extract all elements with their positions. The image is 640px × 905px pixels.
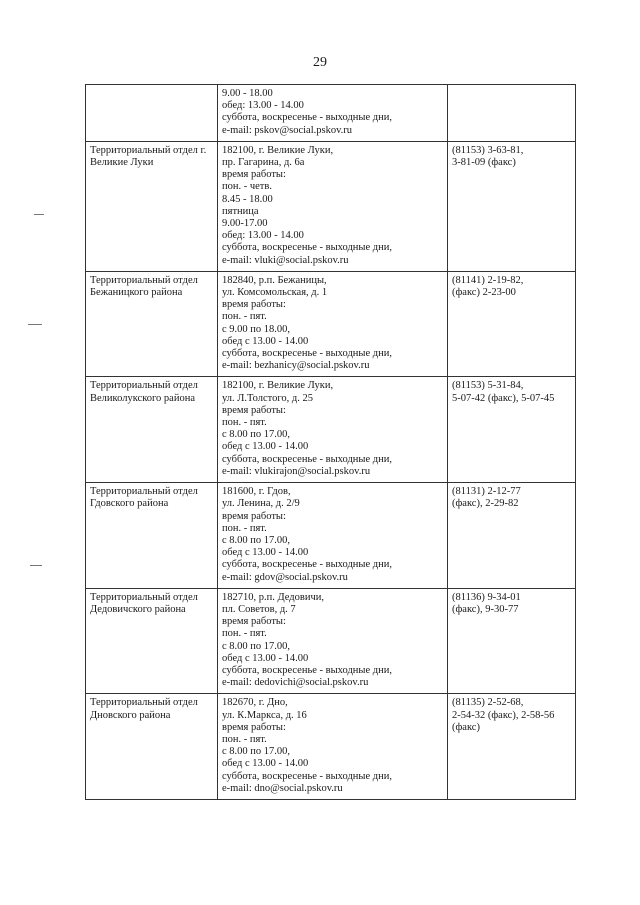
address-line: 9.00-17.00 [222, 218, 268, 230]
phone-line: (81153) 5-31-84, [452, 380, 524, 392]
address-line: e-mail: vluki@social.pskov.ru [222, 254, 349, 266]
address-line: пр. Гагарина, д. 6а [222, 157, 305, 169]
address-line: с 8.00 по 17.00, [222, 640, 291, 652]
department-name-cell [86, 271, 218, 377]
address-line: 181600, г. Гдов, [222, 486, 291, 498]
phone-cell [448, 588, 576, 694]
address-line: пятница [222, 205, 259, 217]
address-line: e-mail: dno@social.pskov.ru [222, 782, 343, 794]
address-line: ул. К.Маркса, д. 16 [222, 709, 307, 721]
department-name-cell [86, 377, 218, 483]
page-number: 29 [313, 55, 327, 70]
phone-line: (81141) 2-19-82, [452, 274, 524, 286]
address-line: ул. Комсомольская, д. 1 [222, 287, 328, 299]
address-line: пон. - пят. [222, 733, 267, 745]
address-line: обед: 13.00 - 14.00 [222, 100, 304, 112]
table-row [86, 271, 576, 377]
name-line: Территориальный отдел [90, 380, 198, 392]
address-line: пл. Советов, д. 7 [222, 603, 296, 615]
address-line: 182710, р.п. Дедовичи, [222, 591, 325, 603]
phone-line: (81153) 3-63-81, [452, 144, 524, 156]
table-row [86, 377, 576, 483]
name-line: Дновского района [90, 709, 171, 721]
address-line: пон. - четв. [222, 181, 272, 193]
address-line: 182840, р.п. Бежаницы, [222, 274, 327, 286]
address-line: обед: 13.00 - 14.00 [222, 230, 304, 242]
phone-line: (81131) 2-12-77 [452, 486, 521, 498]
address-line: 182670, г. Дно, [222, 697, 288, 709]
address-line: с 8.00 по 17.00, [222, 534, 291, 546]
name-line: Великолукского района [90, 392, 195, 404]
address-line: ул. Л.Толстого, д. 25 [222, 392, 313, 404]
address-line: e-mail: vlukirajon@social.pskov.ru [222, 465, 371, 477]
name-line: Гдовского района [90, 498, 169, 510]
table-row [86, 141, 576, 271]
address-line: суббота, воскресенье - выходные дни, [222, 770, 392, 782]
address-line: обед с 13.00 - 14.00 [222, 441, 309, 453]
name-line: Дедовичского района [90, 603, 186, 615]
address-line: с 8.00 по 17.00, [222, 429, 291, 441]
phone-line: (факс) 2-23-00 [452, 287, 516, 299]
address-line: пон. - пят. [222, 311, 267, 323]
phone-cell [448, 85, 576, 142]
address-line: суббота, воскресенье - выходные дни, [222, 664, 392, 676]
phone-cell [448, 141, 576, 271]
department-name-cell [86, 483, 218, 589]
address-line: e-mail: pskov@social.pskov.ru [222, 124, 353, 136]
name-line: Территориальный отдел [90, 486, 198, 498]
address-line: время работы: [222, 404, 286, 416]
address-line: время работы: [222, 616, 286, 628]
address-hours-cell [218, 588, 448, 694]
phone-line: 3-81-09 (факс) [452, 157, 516, 169]
address-line: суббота, воскресенье - выходные дни, [222, 348, 392, 360]
address-line: ул. Ленина, д. 2/9 [222, 498, 300, 510]
department-name-cell [86, 694, 218, 800]
address-line: пон. - пят. [222, 417, 267, 429]
address-line: время работы: [222, 299, 286, 311]
address-line: 182100, г. Великие Луки, [222, 144, 334, 156]
table-row [86, 85, 576, 142]
phone-cell [448, 694, 576, 800]
address-hours-cell [218, 694, 448, 800]
phone-line: 2-54-32 (факс), 2-58-56 [452, 709, 555, 721]
address-line: пон. - пят. [222, 522, 267, 534]
address-line: время работы: [222, 510, 286, 522]
address-line: e-mail: bezhanicy@social.pskov.ru [222, 360, 370, 372]
phone-line: (81135) 2-52-68, [452, 697, 524, 709]
table-row [86, 694, 576, 800]
address-line: время работы: [222, 721, 286, 733]
table-row [86, 483, 576, 589]
name-line: Бежаницкого района [90, 287, 183, 299]
address-line: обед с 13.00 - 14.00 [222, 547, 309, 559]
department-name-cell [86, 85, 218, 142]
address-line: e-mail: gdov@social.pskov.ru [222, 571, 348, 583]
scan-mark [30, 565, 42, 566]
phone-cell [448, 483, 576, 589]
address-line: 8.45 - 18.00 [222, 193, 273, 205]
address-line: обед с 13.00 - 14.00 [222, 652, 309, 664]
address-line: 182100, г. Великие Луки, [222, 380, 334, 392]
scan-mark [34, 214, 44, 215]
name-line: Великие Луки [90, 157, 154, 169]
department-name-cell [86, 141, 218, 271]
phone-line: (факс), 9-30-77 [452, 603, 519, 615]
name-line: Территориальный отдел [90, 591, 198, 603]
phone-cell [448, 377, 576, 483]
address-line: с 9.00 по 18.00, [222, 323, 291, 335]
table-row [86, 588, 576, 694]
address-line: суббота, воскресенье - выходные дни, [222, 112, 392, 124]
address-line: время работы: [222, 169, 286, 181]
address-line: суббота, воскресенье - выходные дни, [222, 242, 392, 254]
name-line: Территориальный отдел [90, 274, 198, 286]
name-line: Территориальный отдел г. [90, 144, 207, 156]
phone-line: 5-07-42 (факс), 5-07-45 [452, 392, 555, 404]
address-hours-cell [218, 377, 448, 483]
phone-line: (81136) 9-34-01 [452, 591, 521, 603]
address-line: суббота, воскресенье - выходные дни, [222, 559, 392, 571]
address-hours-cell [218, 141, 448, 271]
phone-line: (факс) [452, 721, 480, 733]
address-hours-cell [218, 483, 448, 589]
phone-cell [448, 271, 576, 377]
address-line: e-mail: dedovichi@social.pskov.ru [222, 677, 369, 689]
phone-line: (факс), 2-29-82 [452, 498, 519, 510]
department-name-cell [86, 588, 218, 694]
address-hours-cell [218, 271, 448, 377]
name-line: Территориальный отдел [90, 697, 198, 709]
scan-mark [28, 324, 42, 325]
address-hours-cell [218, 85, 448, 142]
address-line: с 8.00 по 17.00, [222, 746, 291, 758]
contacts-table [85, 84, 576, 800]
address-line: пон. - пят. [222, 628, 267, 640]
address-line: суббота, воскресенье - выходные дни, [222, 453, 392, 465]
address-line: 9.00 - 18.00 [222, 88, 273, 99]
address-line: обед с 13.00 - 14.00 [222, 758, 309, 770]
address-line: обед с 13.00 - 14.00 [222, 335, 309, 347]
